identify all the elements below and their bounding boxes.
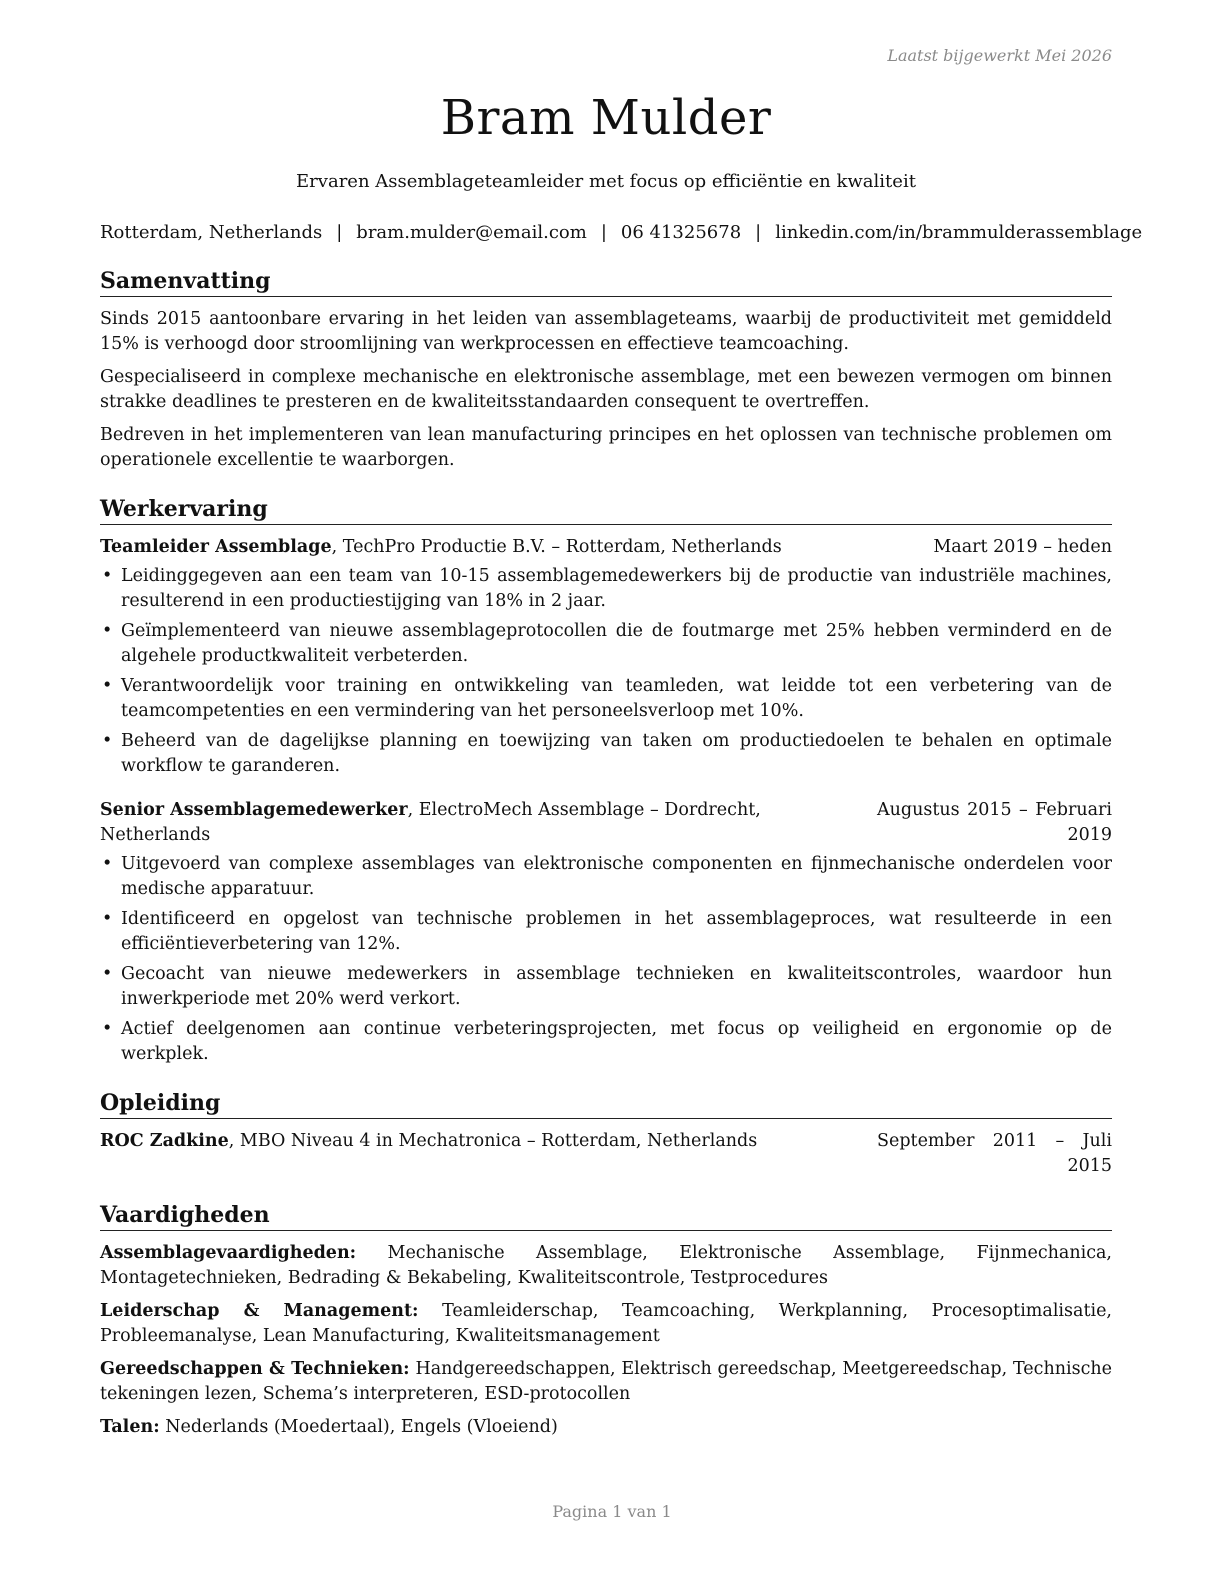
education-details: , MBO Niveau 4 in Mechatronica – Rotterdam, Netherlands (228, 1131, 758, 1151)
list-item (100, 852, 1112, 902)
bullet-text: Uitgevoerd van complexe assemblages van elektronische componenten en fijnmechanische onderdelen voor medische apparatuur. (121, 854, 1112, 899)
bullet-icon: • (102, 909, 113, 929)
last-updated: Laatst bijgewerkt Mei 2026 (887, 46, 1112, 65)
skill-group (100, 1241, 1112, 1291)
job-entry (100, 535, 1112, 779)
contact-phone: 06 41325678 (620, 222, 742, 243)
job-dates: Augustus 2015 – Februari 2019 (877, 800, 1112, 845)
bullet-text: Geïmplementeerd van nieuwe assemblageprotocollen die de foutmarge met 25% hebben verminderd en de algehele productkwaliteit verbeterden. (121, 621, 1112, 666)
list-item (100, 962, 1112, 1012)
job-role: Senior Assemblagemedewerker (100, 800, 408, 820)
job-entry (100, 798, 1112, 1067)
contact-separator: | (336, 222, 343, 243)
section-title-experience: Werkervaring (100, 495, 1112, 525)
bullet-icon: • (102, 1019, 113, 1039)
bullet-text: Leidinggegeven aan een team van 10-15 assemblagemedewerkers bij de productie van industriële machines, resulterend in een productiestijging van 18% in 2 jaar. (121, 566, 1112, 611)
list-item (100, 674, 1112, 724)
bullet-text: Verantwoordelijk voor training en ontwikkeling van teamleden, wat leidde tot een verbetering van de teamcompetenties en een vermindering van het personeelsverloop met 10%. (121, 676, 1112, 721)
skills-section (100, 1201, 1112, 1440)
bullet-icon: • (102, 566, 113, 586)
bullet-icon: • (102, 676, 113, 696)
education-dates: September 2011 – Juli 2015 (877, 1131, 1112, 1176)
page-number: Pagina 1 van 1 (552, 1502, 672, 1521)
education-section (100, 1089, 1112, 1179)
contact-location: Rotterdam, Netherlands (100, 222, 323, 243)
skills-body (100, 1241, 1112, 1440)
skill-text: Handgereedschappen, Elektrisch gereedschap, Meetgereedschap, Technische tekeningen lezen, Schema’s interpreteren, ESD-protocollen (100, 1359, 1112, 1404)
summary-body (100, 307, 1112, 473)
contact-separator: | (600, 222, 607, 243)
bullet-icon: • (102, 964, 113, 984)
skill-group (100, 1299, 1112, 1349)
bullet-text: Beheerd van de dagelijkse planning en toewijzing van taken om productiedoelen te behalen en optimale workflow te garanderen. (121, 731, 1112, 776)
bullet-icon: • (102, 854, 113, 874)
summary-section (100, 267, 1112, 473)
list-item (100, 564, 1112, 614)
skill-label: Leiderschap & Management: (100, 1301, 419, 1321)
list-item (100, 1017, 1112, 1067)
summary-paragraph: Bedreven in het implementeren van lean manufacturing principes en het oplossen van technische problemen om operationele excellentie te waarborgen. (100, 425, 1112, 470)
bullet-icon: • (102, 731, 113, 751)
contact-line (100, 221, 1143, 245)
bullet-text: Identificeerd en opgelost van technische problemen in het assemblageproces, wat resulteerde in een efficiëntieverbetering van 12%. (121, 909, 1112, 954)
job-organization: , TechPro Productie B.V. – Rotterdam, Netherlands (331, 537, 782, 557)
skill-text: Teamleiderschap, Teamcoaching, Werkplanning, Procesoptimalisatie, Probleemanalyse, Lean Manufacturing, Kwaliteitsmanagement (100, 1301, 1112, 1346)
job-header (100, 535, 1112, 560)
job-role: Teamleider Assemblage (100, 537, 332, 557)
summary-paragraph: Sinds 2015 aantoonbare ervaring in het leiden van assemblageteams, waarbij de productiviteit met gemiddeld 15% is verhoogd door stroomlijning van werkprocessen en effectieve teamcoaching. (100, 309, 1112, 354)
education-school: ROC Zadkine (100, 1131, 229, 1151)
bullet-icon: • (102, 621, 113, 641)
bullet-text: Gecoacht van nieuwe medewerkers in assemblage technieken en kwaliteitscontroles, waardoor hun inwerkperiode met 20% werd verkort. (121, 964, 1112, 1009)
section-title-summary: Samenvatting (100, 267, 1112, 297)
job-header (100, 798, 1112, 848)
skill-group (100, 1415, 1112, 1440)
skill-text: Mechanische Assemblage, Elektronische Assemblage, Fijnmechanica, Montagetechnieken, Bedrading & Bekabeling, Kwaliteitscontrole, Testprocedures (100, 1243, 1112, 1288)
section-title-skills: Vaardigheden (100, 1201, 1112, 1231)
contact-linkedin[interactable]: linkedin.com/in/brammulderassemblage (775, 222, 1143, 243)
education-entry (100, 1129, 1112, 1179)
job-organization: , ElectroMech Assemblage – Dordrecht, Netherlands (100, 800, 761, 845)
summary-paragraph: Gespecialiseerd in complexe mechanische en elektronische assemblage, met een bewezen vermogen om binnen strakke deadlines te presteren en de kwaliteitsstandaarden consequent te overtreffen. (100, 367, 1112, 412)
job-dates: Maart 2019 – heden (933, 537, 1112, 557)
list-item (100, 907, 1112, 957)
education-body (100, 1129, 1112, 1179)
candidate-tagline: Ervaren Assemblageteamleider met focus op efficiëntie en kwaliteit (296, 171, 916, 192)
contact-email[interactable]: bram.mulder@email.com (356, 222, 587, 243)
section-title-education: Opleiding (100, 1089, 1112, 1119)
candidate-name: Bram Mulder (440, 90, 772, 146)
skill-label: Talen: (100, 1417, 160, 1437)
contact-separator: | (755, 222, 762, 243)
list-item (100, 729, 1112, 779)
bullet-text: Actief deelgenomen aan continue verbeteringsprojecten, met focus op veiligheid en ergonomie op de werkplek. (121, 1019, 1112, 1064)
skill-label: Gereedschappen & Technieken: (100, 1359, 410, 1379)
skill-text: Nederlands (Moedertaal), Engels (Vloeiend) (159, 1417, 558, 1437)
skill-label: Assemblagevaardigheden: (100, 1243, 357, 1263)
list-item (100, 619, 1112, 669)
experience-section (100, 495, 1112, 1067)
job-bullets (100, 852, 1112, 1067)
skill-group (100, 1357, 1112, 1407)
job-bullets (100, 564, 1112, 779)
experience-body (100, 535, 1112, 1067)
